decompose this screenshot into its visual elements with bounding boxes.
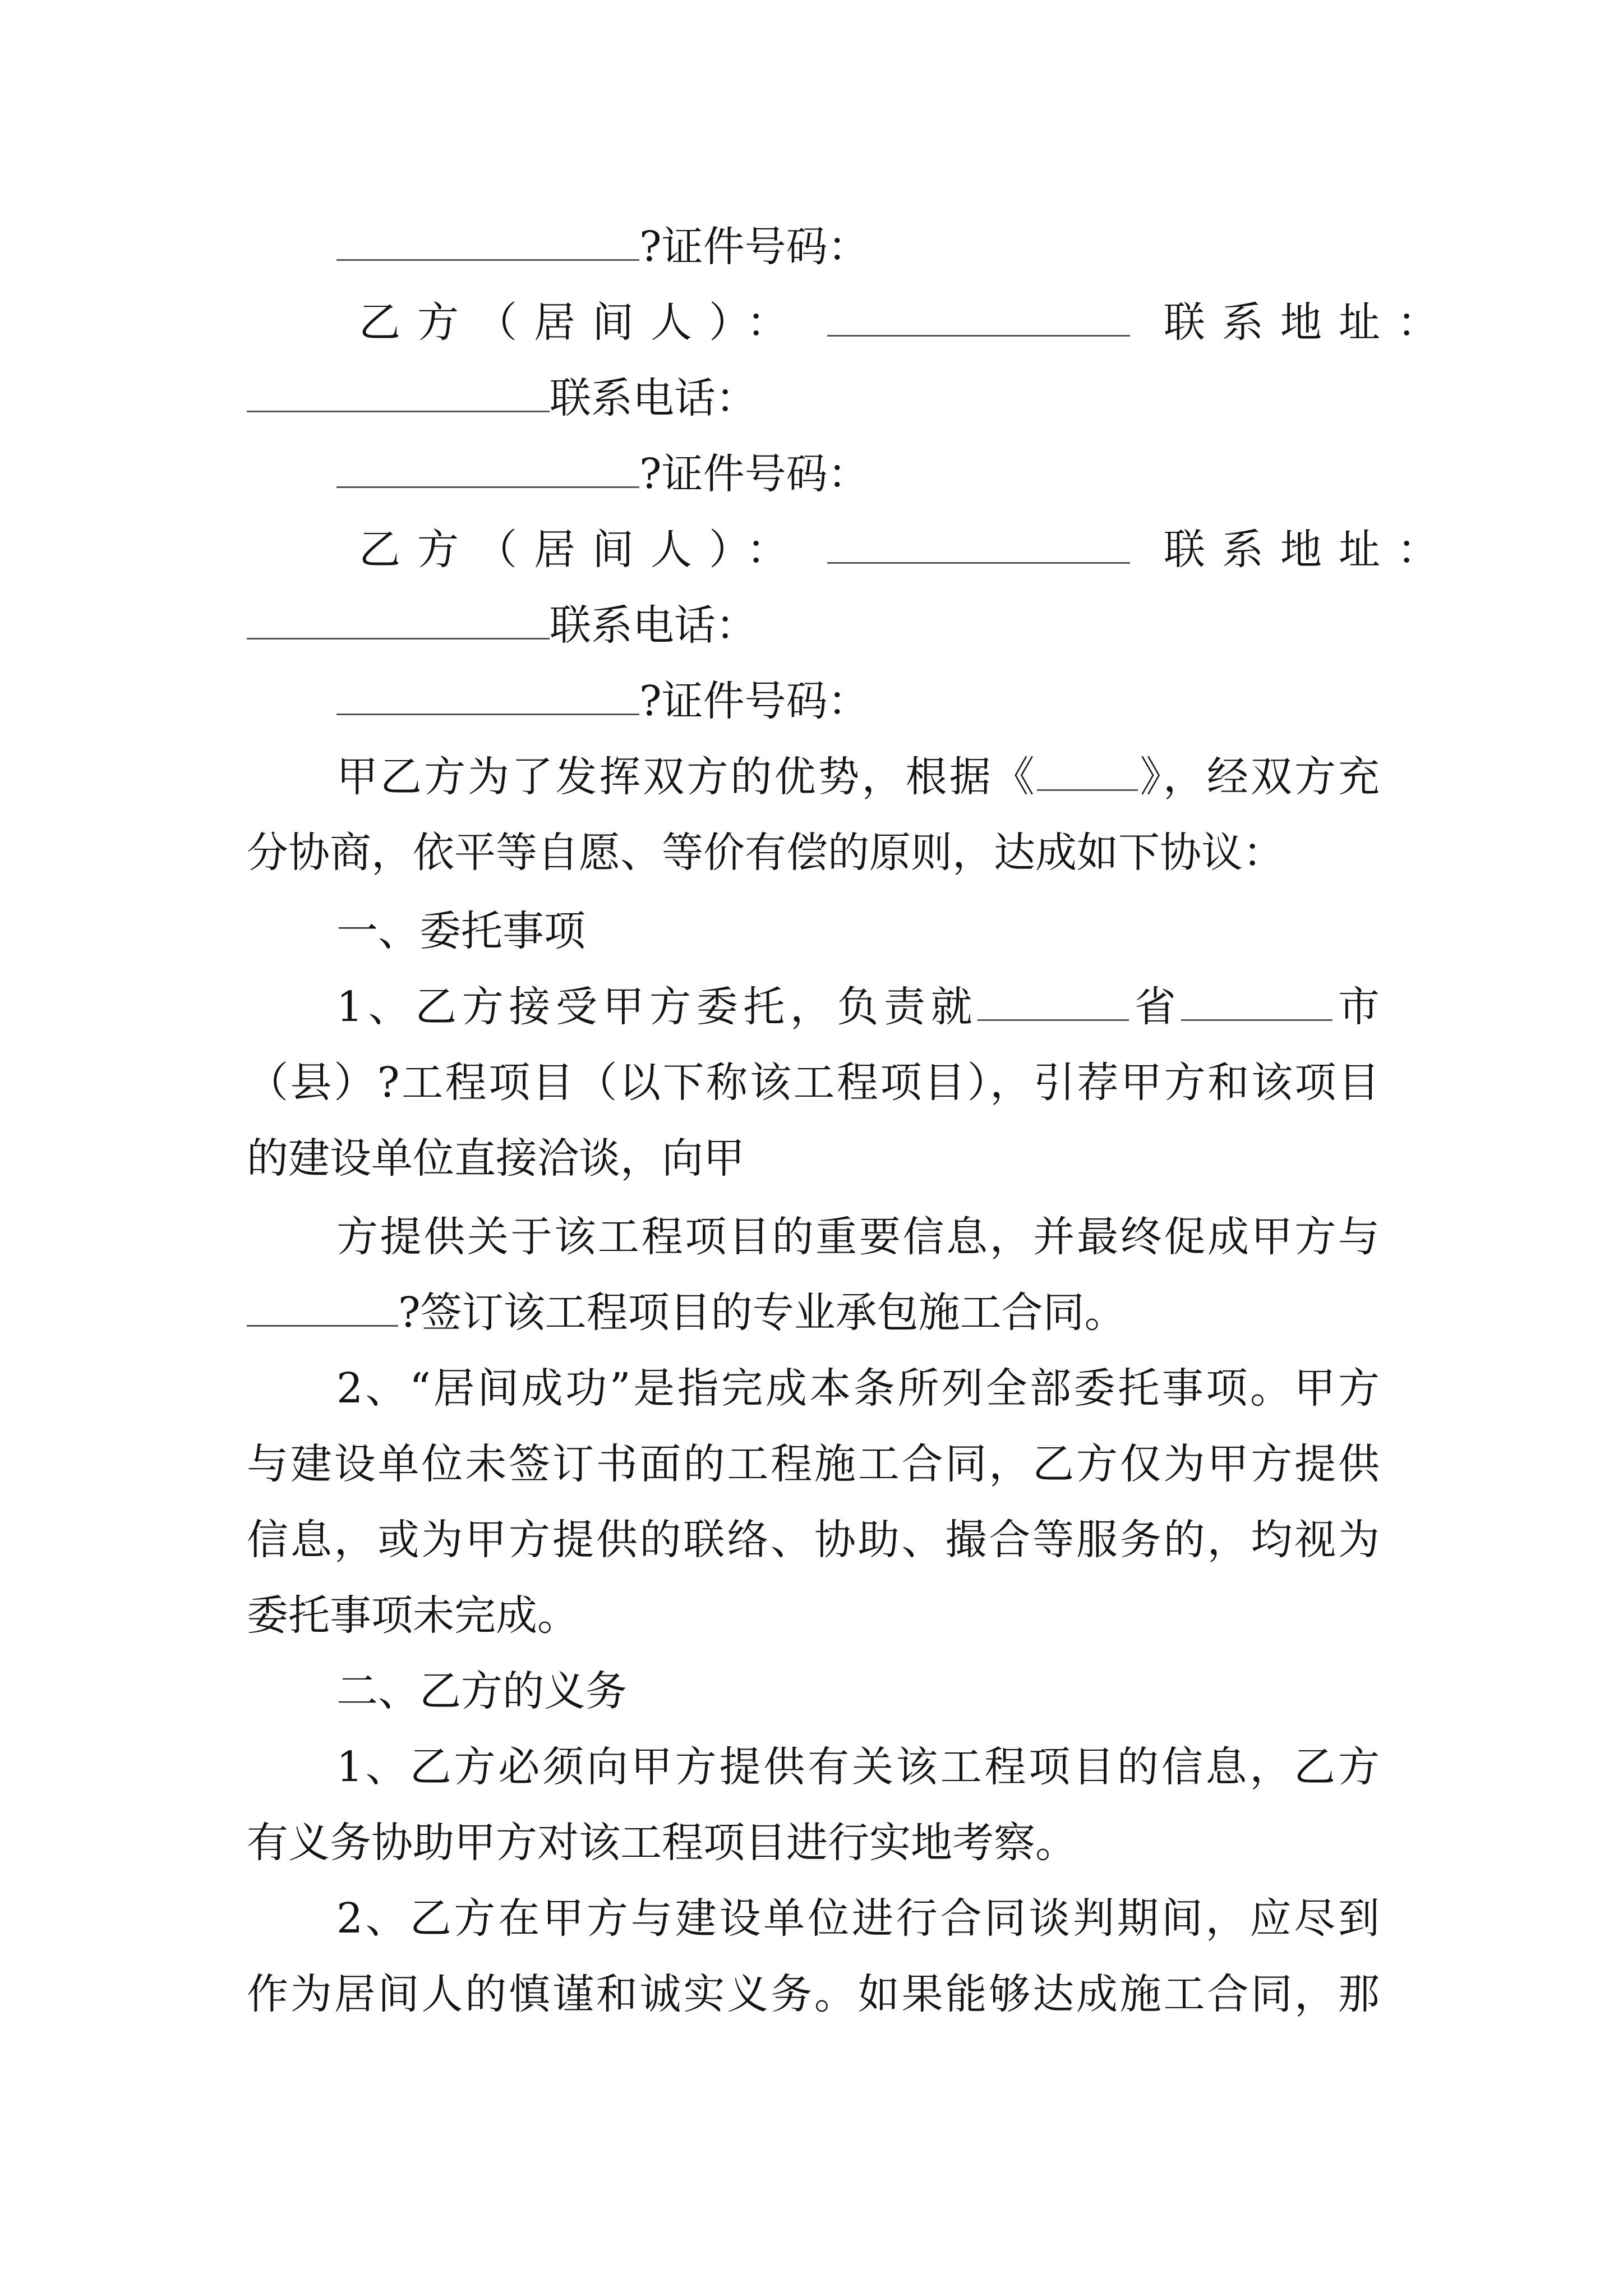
party-b-line bbox=[359, 283, 1455, 362]
address-blank[interactable] bbox=[247, 376, 550, 412]
paragraph-line bbox=[247, 1273, 1380, 1352]
paragraph-line: 作为居间人的慎谨和诚实义务。如果能够达成施工合同，那 bbox=[247, 1970, 1380, 2018]
paragraph-line: 方提供关于该工程项目的重要信息，并最终促成甲方与 bbox=[336, 1213, 1380, 1261]
address-label: 联系地址： bbox=[1164, 298, 1455, 347]
preamble-line-2: 分协商，依平等自愿、等价有偿的原则，达成如下协议： bbox=[247, 829, 1284, 877]
party-b-blank[interactable] bbox=[827, 527, 1130, 564]
id-number-label: ?证件号码： bbox=[639, 450, 869, 498]
paragraph-line: 2、乙方在甲方与建设单位进行合同谈判期间，应尽到 bbox=[336, 1894, 1380, 1943]
section-heading: 一、委托事项 bbox=[336, 907, 585, 955]
city-label: 市 bbox=[1332, 983, 1380, 1031]
section-heading: 二、乙方的义务 bbox=[336, 1667, 627, 1715]
law-name-blank[interactable] bbox=[1037, 754, 1138, 791]
paragraph-text: ?签订该工程项目的专业承包施工合同。 bbox=[398, 1289, 1126, 1337]
preamble-text: 甲乙方为了发挥双方的优势，根据《 bbox=[336, 753, 1037, 801]
party-b-label: 乙方（居间人）： bbox=[359, 298, 805, 347]
address-label: 联系地址： bbox=[1164, 526, 1455, 574]
phone-line bbox=[247, 586, 1380, 665]
paragraph-line bbox=[336, 968, 1380, 1046]
builder-blank[interactable] bbox=[247, 1290, 398, 1327]
party-b-label: 乙方（居间人）： bbox=[359, 526, 805, 574]
id-number-line bbox=[336, 435, 1380, 513]
paragraph-line: 与建设单位未签订书面的工程施工合同，乙方仅为甲方提供 bbox=[247, 1440, 1380, 1488]
paragraph-line: （县）?工程项目（以下称该工程项目），引荐甲方和该项目 bbox=[247, 1059, 1380, 1107]
phone-label: 联系电话： bbox=[550, 601, 757, 650]
id-number-label: ?证件号码： bbox=[639, 223, 869, 271]
paragraph-line: 信息，或为甲方提供的联络、协助、撮合等服务的，均视为 bbox=[247, 1516, 1380, 1564]
party-b-line bbox=[359, 510, 1455, 589]
paragraph-line: 1、乙方必须向甲方提供有关该工程项目的信息，乙方 bbox=[336, 1743, 1380, 1791]
preamble-text: 》，经双方充 bbox=[1137, 753, 1380, 801]
party-b-blank[interactable] bbox=[827, 300, 1130, 337]
city-blank[interactable] bbox=[1181, 984, 1332, 1021]
phone-line bbox=[247, 359, 1380, 438]
id-number-blank[interactable] bbox=[336, 452, 639, 488]
paragraph-line: 委托事项未完成。 bbox=[247, 1591, 579, 1640]
id-number-label: ?证件号码： bbox=[639, 677, 869, 725]
address-blank[interactable] bbox=[247, 603, 550, 639]
paragraph-line: 的建设单位直接洽谈，向甲 bbox=[247, 1134, 745, 1182]
id-number-blank[interactable] bbox=[336, 224, 639, 261]
phone-label: 联系电话： bbox=[550, 374, 757, 422]
province-blank[interactable] bbox=[978, 984, 1129, 1021]
id-number-line bbox=[336, 208, 1380, 286]
paragraph-line: 有义务协助甲方对该工程项目进行实地考察。 bbox=[247, 1819, 1077, 1867]
province-label: 省 bbox=[1129, 983, 1182, 1031]
preamble-line-1 bbox=[336, 738, 1380, 816]
id-number-line bbox=[336, 662, 1380, 740]
id-number-blank[interactable] bbox=[336, 679, 639, 715]
paragraph-line: 2、“居间成功”是指完成本条所列全部委托事项。甲方 bbox=[336, 1364, 1380, 1412]
paragraph-text: 1、乙方接受甲方委托，负责就 bbox=[336, 983, 978, 1031]
